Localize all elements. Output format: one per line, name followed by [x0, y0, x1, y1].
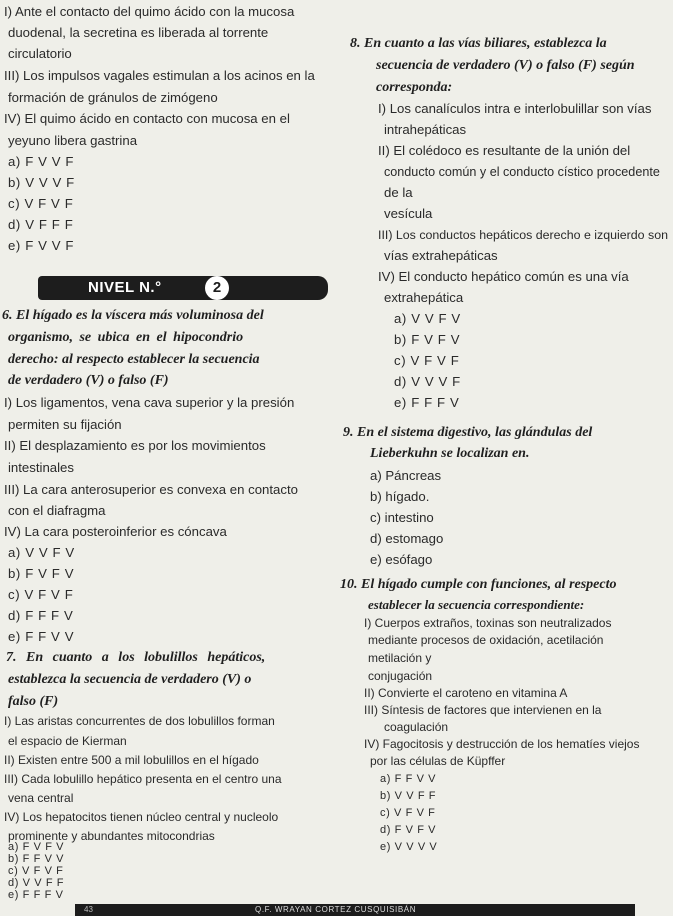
q10-item: III) Síntesis de factores que intervienen en la — [364, 703, 602, 717]
q8-item: de la — [384, 185, 413, 200]
level-banner — [38, 276, 328, 300]
q6-option: e) F F V V — [8, 629, 75, 644]
q8-item: conducto común y el conducto cístico procedente — [384, 165, 660, 179]
q7-item: IV) Los hepatocitos tienen núcleo central y nucleolo — [4, 810, 279, 824]
q6-option: a) V V F V — [8, 545, 75, 560]
q7-option: b) F F V V — [8, 853, 65, 865]
q6-option: b) F V F V — [8, 566, 75, 581]
q8-item: IV) El conducto hepático común es una vía — [378, 269, 629, 284]
q5-option: b) V V V F — [8, 175, 75, 190]
q9-title: 9. En el sistema digestivo, las glándulas del — [343, 425, 593, 440]
q8-item: intrahepáticas — [384, 122, 467, 137]
q9-option: c) intestino — [370, 510, 434, 525]
q5-option: e) F V V F — [8, 238, 75, 253]
q8-title: 8. En cuanto a las vías biliares, establezca la — [350, 36, 607, 51]
q10-title: establecer la secuencia correspondiente: — [368, 597, 585, 612]
q7-option: e) F F F V — [8, 889, 64, 901]
q10-option: a) F F V V — [380, 773, 437, 785]
q5-item: circulatorio — [8, 46, 72, 61]
q7-item: III) Cada lobulillo hepático presenta en el centro una — [4, 772, 282, 786]
level-banner-label: NIVEL N.° — [88, 279, 162, 296]
q8-title: secuencia de verdadero (V) o falso (F) según — [376, 58, 635, 73]
q8-title: corresponda: — [376, 80, 453, 95]
q7-item: I) Las aristas concurrentes de dos lobulillos forman — [4, 714, 275, 728]
q10-option: d) F V F V — [380, 824, 437, 836]
q5-item: duodenal, la secretina es liberada al torrente — [8, 25, 269, 40]
q9-option: a) Páncreas — [370, 468, 442, 483]
q8-option: e) F F F V — [394, 395, 460, 410]
q6-item: permiten su fijación — [8, 417, 122, 432]
q8-item: vesícula — [384, 206, 433, 221]
q7-title: falso (F) — [8, 694, 59, 709]
q5-item: I) Ante el contacto del quimo ácido con la mucosa — [4, 4, 295, 19]
q10-title: 10. El hígado cumple con funciones, al respecto — [340, 577, 617, 592]
q6-title: de verdadero (V) o falso (F) — [8, 373, 169, 388]
q7-item: II) Existen entre 500 a mil lobulillos en el hígado — [4, 753, 259, 767]
q10-option: c) V F V F — [380, 807, 436, 819]
q8-option: a) V V F V — [394, 311, 461, 326]
footer-author: Q.F. WRAYAN CORTEZ CUSQUISIBÁN — [255, 905, 417, 914]
q8-item: extrahepática — [384, 290, 464, 305]
q8-item: III) Los conductos hepáticos derecho e izquierdo son — [378, 228, 668, 242]
q6-item: IV) La cara posteroinferior es cóncava — [4, 524, 227, 539]
q10-item: II) Convierte el caroteno en vitamina A — [364, 686, 568, 700]
q5-option: c) V F V F — [8, 196, 74, 211]
q10-option: b) V V F F — [380, 790, 437, 802]
q9-option: d) estomago — [370, 531, 444, 546]
q5-item: IV) El quimo ácido en contacto con mucosa en el — [4, 111, 290, 126]
q10-item: IV) Fagocitosis y destrucción de los hematíes viejos — [364, 737, 640, 751]
q6-item: intestinales — [8, 460, 74, 475]
q5-option: a) F V V F — [8, 154, 75, 169]
q8-item: vías extrahepáticas — [384, 248, 498, 263]
q8-option: b) F V F V — [394, 332, 461, 347]
q6-item: con el diafragma — [8, 503, 106, 518]
q8-item: I) Los canalículos intra e interlobulillar son vías — [378, 101, 652, 116]
q6-item: II) El desplazamiento es por los movimientos — [4, 438, 266, 453]
q10-item: por las células de Küpffer — [370, 754, 506, 768]
q10-item: coagulación — [384, 720, 449, 734]
q7-item: prominente y abundantes mitocondrias — [8, 829, 215, 843]
q6-title: derecho: al respecto establecer la secuencia — [8, 352, 260, 367]
q7-option: a) F V F V — [8, 841, 65, 853]
q10-item: mediante procesos de oxidación, acetilación — [368, 633, 604, 647]
q10-item: conjugación — [368, 669, 433, 683]
q8-item: II) El colédoco es resultante de la unión del — [378, 143, 631, 158]
q6-title: 6. El hígado es la víscera más voluminosa del — [2, 308, 264, 323]
q5-item: III) Los impulsos vagales estimulan a los acinos en la — [4, 68, 315, 83]
q8-option: d) V V V F — [394, 374, 461, 389]
q5-item: formación de gránulos de zimógeno — [8, 90, 218, 105]
q7-option: c) V F V F — [8, 865, 64, 877]
q7-item: el espacio de Kierman — [8, 734, 127, 748]
q10-option: e) V V V V — [380, 841, 438, 853]
q9-option: e) esófago — [370, 552, 433, 567]
q7-item: vena central — [8, 791, 74, 805]
q7-option: d) V V F F — [8, 877, 65, 889]
q6-option: d) F F F V — [8, 608, 74, 623]
q6-item: I) Los ligamentos, vena cava superior y la presión — [4, 395, 295, 410]
q9-title: Lieberkuhn se localizan en. — [370, 446, 530, 461]
q10-item: metilación y — [368, 651, 432, 665]
q10-item: I) Cuerpos extraños, toxinas son neutralizados — [364, 616, 612, 630]
level-number-badge: 2 — [205, 276, 229, 300]
q6-option: c) V F V F — [8, 587, 74, 602]
q5-item: yeyuno libera gastrina — [8, 133, 138, 148]
q6-item: III) La cara anterosuperior es convexa en contacto — [4, 482, 298, 497]
q7-title: 7. En cuanto a los lobulillos hepáticos, — [6, 650, 266, 665]
page-number: 43 — [84, 905, 93, 914]
q6-title: organismo, se ubica en el hipocondrio — [8, 330, 244, 345]
q8-option: c) V F V F — [394, 353, 460, 368]
q7-title: establezca la secuencia de verdadero (V) o — [8, 672, 252, 687]
q9-option: b) hígado. — [370, 489, 430, 504]
q5-option: d) V F F F — [8, 217, 74, 232]
